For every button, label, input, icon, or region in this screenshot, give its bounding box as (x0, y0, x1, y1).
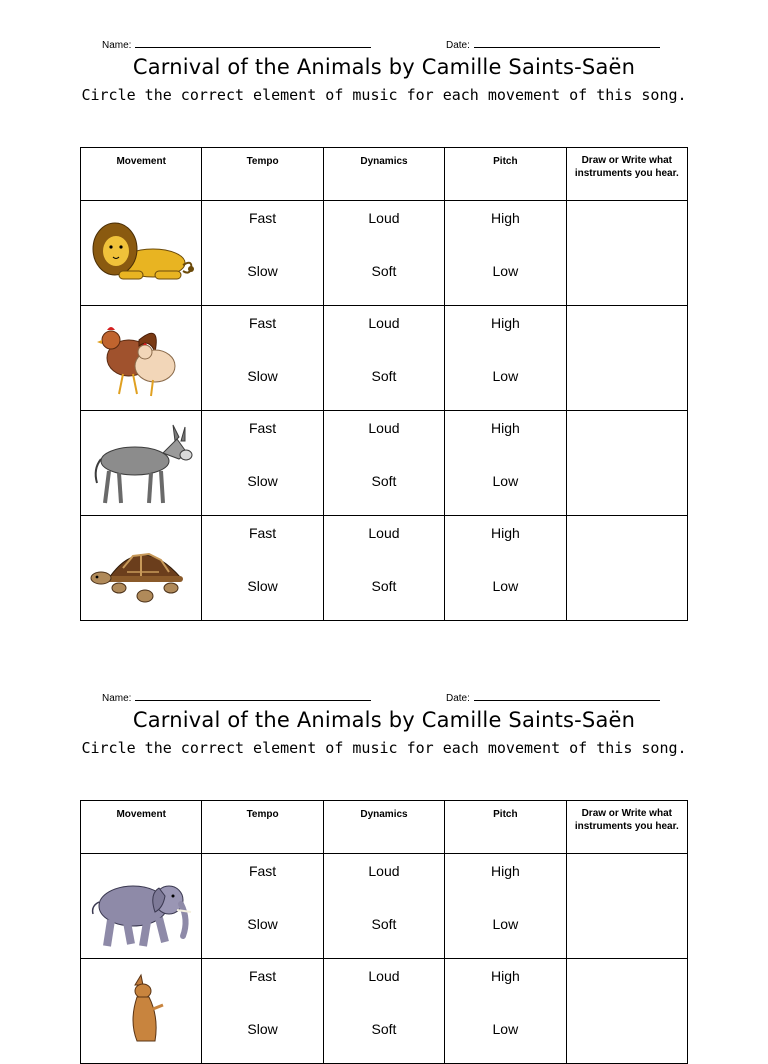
option-soft[interactable]: Soft (371, 368, 397, 384)
kangaroo-image (89, 971, 195, 1055)
option-slow[interactable]: Slow (247, 916, 278, 932)
name-field[interactable] (102, 693, 371, 704)
table-row (81, 959, 688, 1064)
table-row (81, 854, 688, 959)
dynamics-cell (323, 411, 444, 516)
dynamics-cell (323, 854, 444, 959)
table-row (81, 201, 688, 306)
name-label: Name: (102, 693, 132, 704)
donkey-image (89, 423, 195, 507)
movement-cell (81, 306, 202, 411)
name-blank[interactable] (135, 699, 371, 701)
dynamics-cell (323, 306, 444, 411)
option-low[interactable]: Low (492, 473, 519, 489)
name-label: Name: (102, 40, 132, 51)
pitch-cell (445, 959, 566, 1064)
option-low[interactable]: Low (492, 916, 519, 932)
answer-table (80, 800, 688, 1064)
name-field[interactable] (102, 40, 371, 51)
movement-cell (81, 201, 202, 306)
hen-rooster-image (89, 318, 195, 402)
tempo-cell (202, 959, 323, 1064)
tempo-cell (202, 306, 323, 411)
table-row (81, 411, 688, 516)
dynamics-cell (323, 959, 444, 1064)
option-fast[interactable]: Fast (248, 315, 277, 331)
option-slow[interactable]: Slow (247, 263, 278, 279)
option-loud[interactable]: Loud (368, 420, 400, 436)
option-soft[interactable]: Soft (371, 1021, 397, 1037)
movement-cell (81, 854, 202, 959)
date-field[interactable] (446, 40, 660, 51)
table-row (81, 306, 688, 411)
option-low[interactable]: Low (492, 1021, 519, 1037)
tempo-cell (202, 516, 323, 621)
option-slow[interactable]: Slow (247, 473, 278, 489)
header-pitch: Pitch (445, 148, 566, 201)
date-blank[interactable] (474, 699, 660, 701)
option-fast[interactable]: Fast (248, 525, 277, 541)
instruments-answer-cell[interactable] (566, 959, 687, 1064)
option-slow[interactable]: Slow (247, 368, 278, 384)
tortoise-image (89, 528, 195, 608)
option-high[interactable]: High (490, 315, 520, 331)
date-field[interactable] (446, 693, 660, 704)
option-soft[interactable]: Soft (371, 263, 397, 279)
date-label: Date: (446, 40, 470, 51)
option-high[interactable]: High (490, 210, 520, 226)
movement-cell (81, 411, 202, 516)
pitch-cell (445, 306, 566, 411)
lion-image (89, 213, 195, 291)
option-soft[interactable]: Soft (371, 578, 397, 594)
header-tempo: Tempo (202, 801, 323, 854)
worksheet-title: Carnival of the Animals by Camille Saints-Saën (132, 708, 636, 732)
option-fast[interactable]: Fast (248, 420, 277, 436)
option-high[interactable]: High (490, 863, 520, 879)
instruments-answer-cell[interactable] (566, 411, 687, 516)
option-low[interactable]: Low (492, 578, 519, 594)
header-instruments: Draw or Write what instruments you hear. (566, 148, 687, 201)
pitch-cell (445, 854, 566, 959)
header-dynamics: Dynamics (323, 801, 444, 854)
header-row (81, 148, 688, 201)
header-dynamics: Dynamics (323, 148, 444, 201)
movement-cell (81, 959, 202, 1064)
instruments-answer-cell[interactable] (566, 516, 687, 621)
header-movement: Movement (81, 148, 202, 201)
option-fast[interactable]: Fast (248, 863, 277, 879)
header-tempo: Tempo (202, 148, 323, 201)
answer-table (80, 147, 688, 621)
header-pitch: Pitch (445, 801, 566, 854)
dynamics-cell (323, 201, 444, 306)
option-loud[interactable]: Loud (368, 863, 400, 879)
option-fast[interactable]: Fast (248, 968, 277, 984)
date-blank[interactable] (474, 46, 660, 48)
pitch-cell (445, 411, 566, 516)
option-soft[interactable]: Soft (371, 916, 397, 932)
header-row (81, 801, 688, 854)
pitch-cell (445, 201, 566, 306)
tempo-cell (202, 411, 323, 516)
option-loud[interactable]: Loud (368, 525, 400, 541)
option-fast[interactable]: Fast (248, 210, 277, 226)
instruments-answer-cell[interactable] (566, 854, 687, 959)
table-row (81, 516, 688, 621)
dynamics-cell (323, 516, 444, 621)
option-low[interactable]: Low (492, 263, 519, 279)
worksheet-title: Carnival of the Animals by Camille Saints-Saën (132, 55, 636, 79)
option-slow[interactable]: Slow (247, 578, 278, 594)
tempo-cell (202, 201, 323, 306)
instruments-answer-cell[interactable] (566, 306, 687, 411)
pitch-cell (445, 516, 566, 621)
header-movement: Movement (81, 801, 202, 854)
option-loud[interactable]: Loud (368, 968, 400, 984)
option-low[interactable]: Low (492, 368, 519, 384)
worksheet-instructions: Circle the correct element of music for each movement of this song. (81, 739, 687, 757)
option-loud[interactable]: Loud (368, 210, 400, 226)
movement-cell (81, 516, 202, 621)
option-high[interactable]: High (490, 420, 520, 436)
name-blank[interactable] (135, 46, 371, 48)
date-label: Date: (446, 693, 470, 704)
option-high[interactable]: High (490, 525, 520, 541)
option-high[interactable]: High (490, 968, 520, 984)
tempo-cell (202, 854, 323, 959)
header-instruments: Draw or Write what instruments you hear. (566, 801, 687, 854)
option-slow[interactable]: Slow (247, 1021, 278, 1037)
elephant-image (89, 866, 195, 950)
instruments-answer-cell[interactable] (566, 201, 687, 306)
option-loud[interactable]: Loud (368, 315, 400, 331)
option-soft[interactable]: Soft (371, 473, 397, 489)
worksheet-instructions: Circle the correct element of music for each movement of this song. (81, 86, 687, 104)
